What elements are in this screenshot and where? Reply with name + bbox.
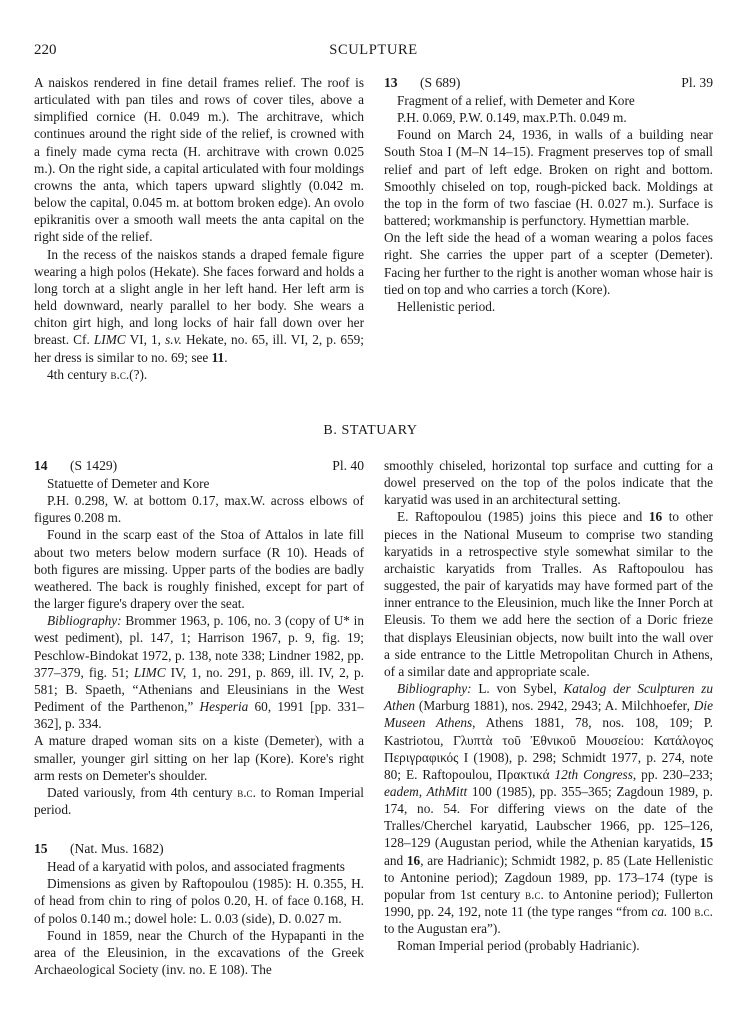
running-title: SCULPTURE — [329, 42, 418, 58]
entry-13-heading — [384, 74, 713, 92]
bottom-left-column — [34, 457, 364, 978]
entry-number: 14 — [34, 458, 48, 473]
date-line: 4th century b.c.(?). — [47, 366, 148, 382]
findspot: Found in the scarp east of the Stoa of Attalos in late fill about two meters below modern surface (R 10). Heads of both figures are missing. Upper parts of the bodies are badly weathered. The back is roughly finished, except for part of the larger figure's drapery over the seat. — [34, 527, 364, 612]
page-number: 220 — [34, 42, 57, 58]
date-line: Dated variously, from 4th century b.c. to Roman Imperial period. — [34, 784, 364, 817]
bottom-right-column — [384, 457, 713, 955]
commentary: E. Raftopoulou (1985) joins this piece and 16 to other pieces in the National Museum to comprise two standing karyatids in a retrospective style somewhat similar to the archaistic karyatids from Tralles. As Raftopoulou has suggested, the pair of karyatids may have formed part of the inner entrance to the Eleusinion, much like the Inner Porch at Eleusis. To them we add here the section of a Doric frieze that displays Eleusinian objects, now built into the wall over a side entrance to the Little Metropolitan Church in Athens, of a similar date and appropriate scale. — [384, 509, 713, 679]
dimensions: Dimensions as given by Raftopoulou (1985): H. 0.355, H. of head from chin to ring of polos 0.20, H. of face 0.168, H. of polos 0.140 m.; dowel hole: L. 0.03 (side), D. 0.027 m. — [34, 876, 364, 926]
hekate-description: In the recess of the naiskos stands a draped female figure wearing a high polos (Hekate). She faces forward and holds a long torch at a slight angle in her left hand. Her left arm is held downward, nearly parallel to her body. She wears a chiton girt high, and long locks of hair fall down over her breast. Cf. LIMC VI, 1, s.v. Hekate, no. 65, ill. VI, 2, p. 659; her dress is similar to no. 69; see 11. — [34, 246, 365, 365]
bibliography: Bibliography: Brommer 1963, p. 106, no. 3 (copy of U* in west pediment), pl. 147, 1; Harrison 1967, p. 9, fig. 19; Peschlow-Bindokat 1972, p. 138, note 338; Lindner 1982, pp. 377–379, fig. 51; LIMC IV, 1, no. 291, p. 869, ill. IV, 2, p. 581; B. Spaeth, “Athenians and Eleusinians in the West Pediment of the Parthenon,” Hesperia 60, 1991 [pp. 331–362], p. 334. — [34, 613, 365, 732]
inventory-number: (S 1429) — [70, 458, 118, 473]
findspot-continued: smoothly chiseled, horizontal top surface and cutting for a dowel preserved on the top of the polos indicate that the karyatid was used in an architectural setting. — [384, 458, 713, 508]
date-line: Hellenistic period. — [397, 298, 496, 314]
section-title: B. STATUARY — [323, 423, 418, 438]
entry-caption: Head of a karyatid with polos, and associated fragments — [47, 859, 345, 875]
date-line: Roman Imperial period (probably Hadrianic). — [397, 938, 640, 954]
entry-number: 15 — [34, 841, 48, 857]
top-left-column — [34, 74, 364, 383]
entry-caption: Fragment of a relief, with Demeter and Kore — [397, 93, 635, 108]
inventory-number: (Nat. Mus. 1682) — [70, 841, 164, 857]
findspot: Found in 1859, near the Church of the Hypapanti in the area of the Eleusinion, in the excavations of the Greek Archaeological Society (inv. no. E 108). The — [34, 927, 364, 978]
dimensions: P.H. 0.069, P.W. 0.149, max.P.Th. 0.049 m. — [397, 110, 627, 126]
description: A mature draped woman sits on a kiste (Demeter), with a smaller, younger girl sitting on her lap (Kore). Kore's right arm rests on Demeter's shoulder. — [34, 733, 364, 783]
inventory-number: (S 689) — [420, 75, 461, 90]
cross-reference: 11 — [211, 349, 225, 365]
entry-14-heading — [34, 457, 364, 475]
entry-caption: Statuette of Demeter and Kore — [47, 476, 210, 491]
entry-13 — [384, 74, 713, 315]
plate-reference: Pl. 40 — [332, 458, 364, 473]
bibliography: Bibliography: L. von Sybel, Katalog der Sculpturen zu Athen (Marburg 1881), nos. 2942, 2943; A. Milchhoefer, Die Museen Athens, Athens 1881, 78, nos. 108, 109; P. Kastriotou, Γλυπτὰ τοῦ Ἐθνικοῦ Μουσείου: Κατάλογος Περιγραφικός Ι (1908), p. 298; Schmidt 1977, p. 274, note 80; E. Raftopoulou, Πρακτικά 12th Congress, pp. 230–233; eadem, AthMitt 100 (1985), pp. 355–365; Zagdoun 1989, p. 174, no. 54. For differing views on the date of the Tralles/Cherchel karyatid, Laubscher 1966, pp. 125–126, 128–129 (Augustan period, while the Athenian karyatids, 15 and 16, are Hadrianic); Schmidt 1982, p. 85 (Late Hellenistic to Antonine period); Zagdoun 1989, pp. 173–174 (type is popular from 1st century b.c. to Antonine period); Fullerton 1990, pp. 24, 192, note 11 (the type ranges “from ca. 100 b.c. to the Augustan era”). — [384, 681, 714, 937]
findspot: Found on March 24, 1936, in walls of a building near South Stoa I (M–N 14–15). Fragment preserves top of small relief and part of left edge. Broken on right and bottom. Smoothly chiseled on top, rough-picked back. Moldings at the top in the form of two fasciae (H. 0.027 m.). Surface is battered; workmanship is perfunctory. Hymettian marble. — [384, 127, 713, 229]
entry-15-heading — [34, 840, 364, 858]
limc-ref: LIMC — [93, 332, 126, 348]
description: On the left side the head of a woman wearing a polos faces right. She carries the upper part of a scepter (Demeter). Facing her further to the right is another woman whose hair is tied on top and who carries a torch (Kore). — [384, 230, 714, 297]
page-header — [34, 42, 713, 62]
cross-reference: 16 — [648, 509, 663, 525]
entry-number: 13 — [384, 75, 398, 90]
plate-reference: Pl. 39 — [681, 75, 713, 90]
naiskos-description: A naiskos rendered in fine detail frames relief. The roof is articulated with pan tiles and rows of cover tiles, above a simplified cornice (H. 0.049 m.). The architrave, which continues around the right side of the relief, is crowned with a finely made cyma recta (H. architrave with crown 0.025 m.). On the right side, a capital articulated with four moldings crowns the anta, which tapers upward slightly (0.042 m. below the capital, 0.045 m. at bottom broken edge). An ovolo epikranitis over a smooth wall meets the anta capital on the right side of the relief. — [34, 75, 364, 245]
dimensions: P.H. 0.298, W. at bottom 0.17, max.W. across elbows of figures 0.208 m. — [34, 493, 364, 526]
